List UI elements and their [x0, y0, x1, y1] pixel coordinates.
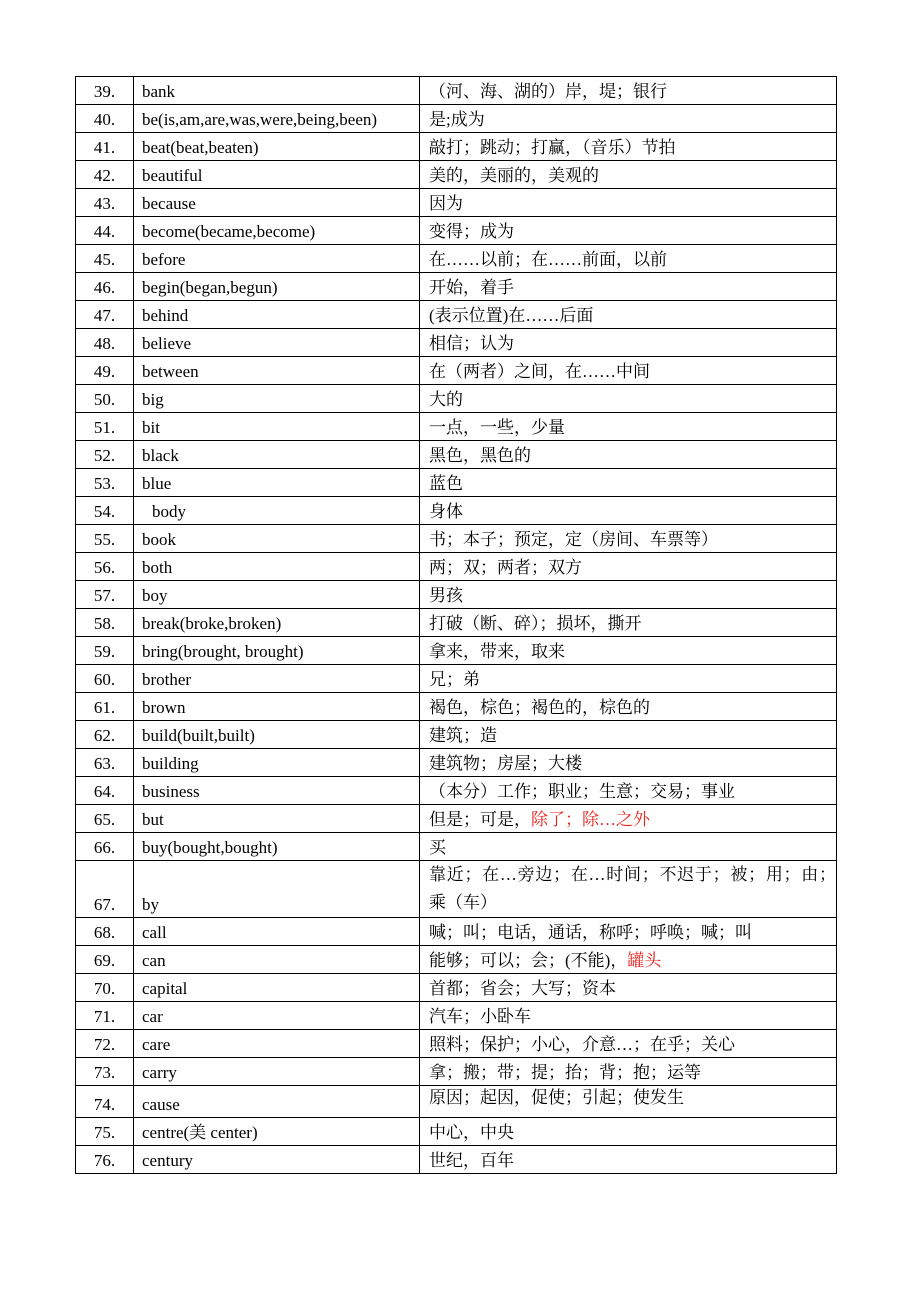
table-row — [76, 133, 837, 161]
entry-word: bit — [134, 413, 420, 441]
entry-word: beat(beat,beaten) — [134, 133, 420, 161]
table-row — [76, 77, 837, 105]
entry-number: 67. — [76, 861, 134, 918]
entry-meaning: 美的，美丽的，美观的 — [420, 161, 837, 189]
entry-word: become(became,become) — [134, 217, 420, 245]
entry-meaning: 照料；保护；小心，介意…；在乎；关心 — [420, 1030, 837, 1058]
entry-word: because — [134, 189, 420, 217]
table-row — [76, 1118, 837, 1146]
entry-meaning: 相信；认为 — [420, 329, 837, 357]
entry-number: 40. — [76, 105, 134, 133]
table-row — [76, 385, 837, 413]
entry-word: care — [134, 1030, 420, 1058]
entry-meaning: 拿来，带来，取来 — [420, 637, 837, 665]
table-row — [76, 861, 837, 918]
entry-word: behind — [134, 301, 420, 329]
entry-word: book — [134, 525, 420, 553]
entry-word: be(is,am,are,was,were,being,been) — [134, 105, 420, 133]
entry-meaning: 因为 — [420, 189, 837, 217]
entry-meaning: 汽车；小卧车 — [420, 1002, 837, 1030]
entry-word: brother — [134, 665, 420, 693]
entry-word: century — [134, 1146, 420, 1174]
table-row — [76, 189, 837, 217]
entry-meaning: 首都；省会；大写；资本 — [420, 974, 837, 1002]
table-row — [76, 637, 837, 665]
table-row — [76, 217, 837, 245]
meaning-text: 但是；可是， — [429, 810, 531, 829]
entry-meaning: 男孩 — [420, 581, 837, 609]
table-row — [76, 161, 837, 189]
entry-word: buy(bought,bought) — [134, 833, 420, 861]
entry-number: 66. — [76, 833, 134, 861]
entry-number: 51. — [76, 413, 134, 441]
entry-number: 76. — [76, 1146, 134, 1174]
entry-word: building — [134, 749, 420, 777]
entry-word: cause — [134, 1086, 420, 1118]
highlighted-meaning: 罐头 — [627, 951, 662, 970]
entry-number: 74. — [76, 1086, 134, 1118]
entry-number: 68. — [76, 918, 134, 946]
table-row — [76, 974, 837, 1002]
vocabulary-table — [75, 76, 837, 1174]
entry-number: 73. — [76, 1058, 134, 1086]
table-row — [76, 1002, 837, 1030]
entry-meaning: 拿；搬；带；提；抬；背；抱；运等 — [420, 1058, 837, 1086]
entry-number: 54. — [76, 497, 134, 525]
entry-word: believe — [134, 329, 420, 357]
entry-number: 39. — [76, 77, 134, 105]
entry-meaning: 开始，着手 — [420, 273, 837, 301]
entry-number: 42. — [76, 161, 134, 189]
entry-number: 50. — [76, 385, 134, 413]
table-row — [76, 581, 837, 609]
entry-meaning: 打破（断、碎）；损坏，撕开 — [420, 609, 837, 637]
entry-meaning: 大的 — [420, 385, 837, 413]
table-row — [76, 469, 837, 497]
entry-number: 60. — [76, 665, 134, 693]
entry-meaning: 书；本子；预定，定（房间、车票等） — [420, 525, 837, 553]
table-row — [76, 1146, 837, 1174]
entry-number: 63. — [76, 749, 134, 777]
entry-number: 47. — [76, 301, 134, 329]
table-row — [76, 497, 837, 525]
entry-meaning: 世纪，百年 — [420, 1146, 837, 1174]
entry-word: beautiful — [134, 161, 420, 189]
entry-number: 72. — [76, 1030, 134, 1058]
entry-meaning: 建筑；造 — [420, 721, 837, 749]
entry-number: 61. — [76, 693, 134, 721]
table-row — [76, 273, 837, 301]
table-row — [76, 553, 837, 581]
entry-word: blue — [134, 469, 420, 497]
table-row — [76, 105, 837, 133]
entry-word: bring(brought, brought) — [134, 637, 420, 665]
table-row — [76, 329, 837, 357]
entry-number: 53. — [76, 469, 134, 497]
entry-word: both — [134, 553, 420, 581]
entry-number: 45. — [76, 245, 134, 273]
entry-word: brown — [134, 693, 420, 721]
entry-word: build(built,built) — [134, 721, 420, 749]
entry-word: by — [134, 861, 420, 918]
entry-word: carry — [134, 1058, 420, 1086]
entry-number: 57. — [76, 581, 134, 609]
entry-meaning: 身体 — [420, 497, 837, 525]
vocabulary-table-body — [76, 77, 837, 1174]
entry-number: 71. — [76, 1002, 134, 1030]
entry-word: business — [134, 777, 420, 805]
entry-word: break(broke,broken) — [134, 609, 420, 637]
table-row — [76, 749, 837, 777]
entry-word: black — [134, 441, 420, 469]
table-row — [76, 245, 837, 273]
table-row — [76, 525, 837, 553]
entry-word: bank — [134, 77, 420, 105]
entry-meaning: 在（两者）之间，在……中间 — [420, 357, 837, 385]
entry-meaning: 原因；起因，促使；引起；使发生 — [420, 1086, 837, 1118]
entry-number: 56. — [76, 553, 134, 581]
entry-meaning: 一点，一些，少量 — [420, 413, 837, 441]
table-row — [76, 693, 837, 721]
entry-meaning: （本分）工作；职业；生意；交易；事业 — [420, 777, 837, 805]
entry-meaning: (表示位置)在……后面 — [420, 301, 837, 329]
entry-meaning: 建筑物；房屋；大楼 — [420, 749, 837, 777]
entry-meaning: 褐色，棕色；褐色的，棕色的 — [420, 693, 837, 721]
table-row — [76, 918, 837, 946]
entry-number: 44. — [76, 217, 134, 245]
entry-word: capital — [134, 974, 420, 1002]
entry-meaning: 两；双；两者；双方 — [420, 553, 837, 581]
table-row — [76, 1058, 837, 1086]
entry-number: 59. — [76, 637, 134, 665]
entry-word: big — [134, 385, 420, 413]
table-row — [76, 777, 837, 805]
table-row — [76, 805, 837, 833]
table-row — [76, 301, 837, 329]
entry-word: body — [134, 497, 420, 525]
entry-word: can — [134, 946, 420, 974]
entry-meaning: 靠近；在…旁边；在…时间；不迟于；被；用；由；乘（车） — [420, 861, 837, 918]
table-row — [76, 609, 837, 637]
entry-number: 41. — [76, 133, 134, 161]
entry-word: begin(began,begun) — [134, 273, 420, 301]
entry-meaning — [420, 946, 837, 974]
table-row — [76, 833, 837, 861]
table-row — [76, 946, 837, 974]
table-row — [76, 721, 837, 749]
entry-number: 49. — [76, 357, 134, 385]
entry-meaning: 买 — [420, 833, 837, 861]
entry-number: 55. — [76, 525, 134, 553]
entry-number: 65. — [76, 805, 134, 833]
entry-meaning: 变得；成为 — [420, 217, 837, 245]
table-row — [76, 1086, 837, 1118]
table-row — [76, 1030, 837, 1058]
entry-word: but — [134, 805, 420, 833]
entry-meaning: 在……以前；在……前面，以前 — [420, 245, 837, 273]
entry-meaning — [420, 805, 837, 833]
entry-meaning: （河、海、湖的）岸，堤；银行 — [420, 77, 837, 105]
entry-word: boy — [134, 581, 420, 609]
entry-number: 75. — [76, 1118, 134, 1146]
entry-number: 62. — [76, 721, 134, 749]
entry-word: centre(美 center) — [134, 1118, 420, 1146]
entry-meaning: 兄；弟 — [420, 665, 837, 693]
entry-number: 48. — [76, 329, 134, 357]
entry-number: 58. — [76, 609, 134, 637]
entry-number: 46. — [76, 273, 134, 301]
entry-meaning: 是;成为 — [420, 105, 837, 133]
table-row — [76, 413, 837, 441]
entry-number: 64. — [76, 777, 134, 805]
table-row — [76, 665, 837, 693]
entry-word: call — [134, 918, 420, 946]
entry-word: car — [134, 1002, 420, 1030]
table-row — [76, 357, 837, 385]
entry-number: 69. — [76, 946, 134, 974]
entry-meaning: 喊；叫；电话，通话，称呼；呼唤；喊；叫 — [420, 918, 837, 946]
highlighted-meaning: 除了；除…之外 — [531, 810, 650, 829]
table-row — [76, 441, 837, 469]
entry-meaning: 敲打；跳动；打赢，（音乐）节拍 — [420, 133, 837, 161]
entry-word: between — [134, 357, 420, 385]
entry-meaning: 中心，中央 — [420, 1118, 837, 1146]
entry-meaning: 蓝色 — [420, 469, 837, 497]
entry-word: before — [134, 245, 420, 273]
entry-number: 52. — [76, 441, 134, 469]
entry-meaning: 黑色，黑色的 — [420, 441, 837, 469]
meaning-text: 能够；可以；会；(不能)， — [429, 951, 628, 970]
entry-number: 43. — [76, 189, 134, 217]
entry-number: 70. — [76, 974, 134, 1002]
